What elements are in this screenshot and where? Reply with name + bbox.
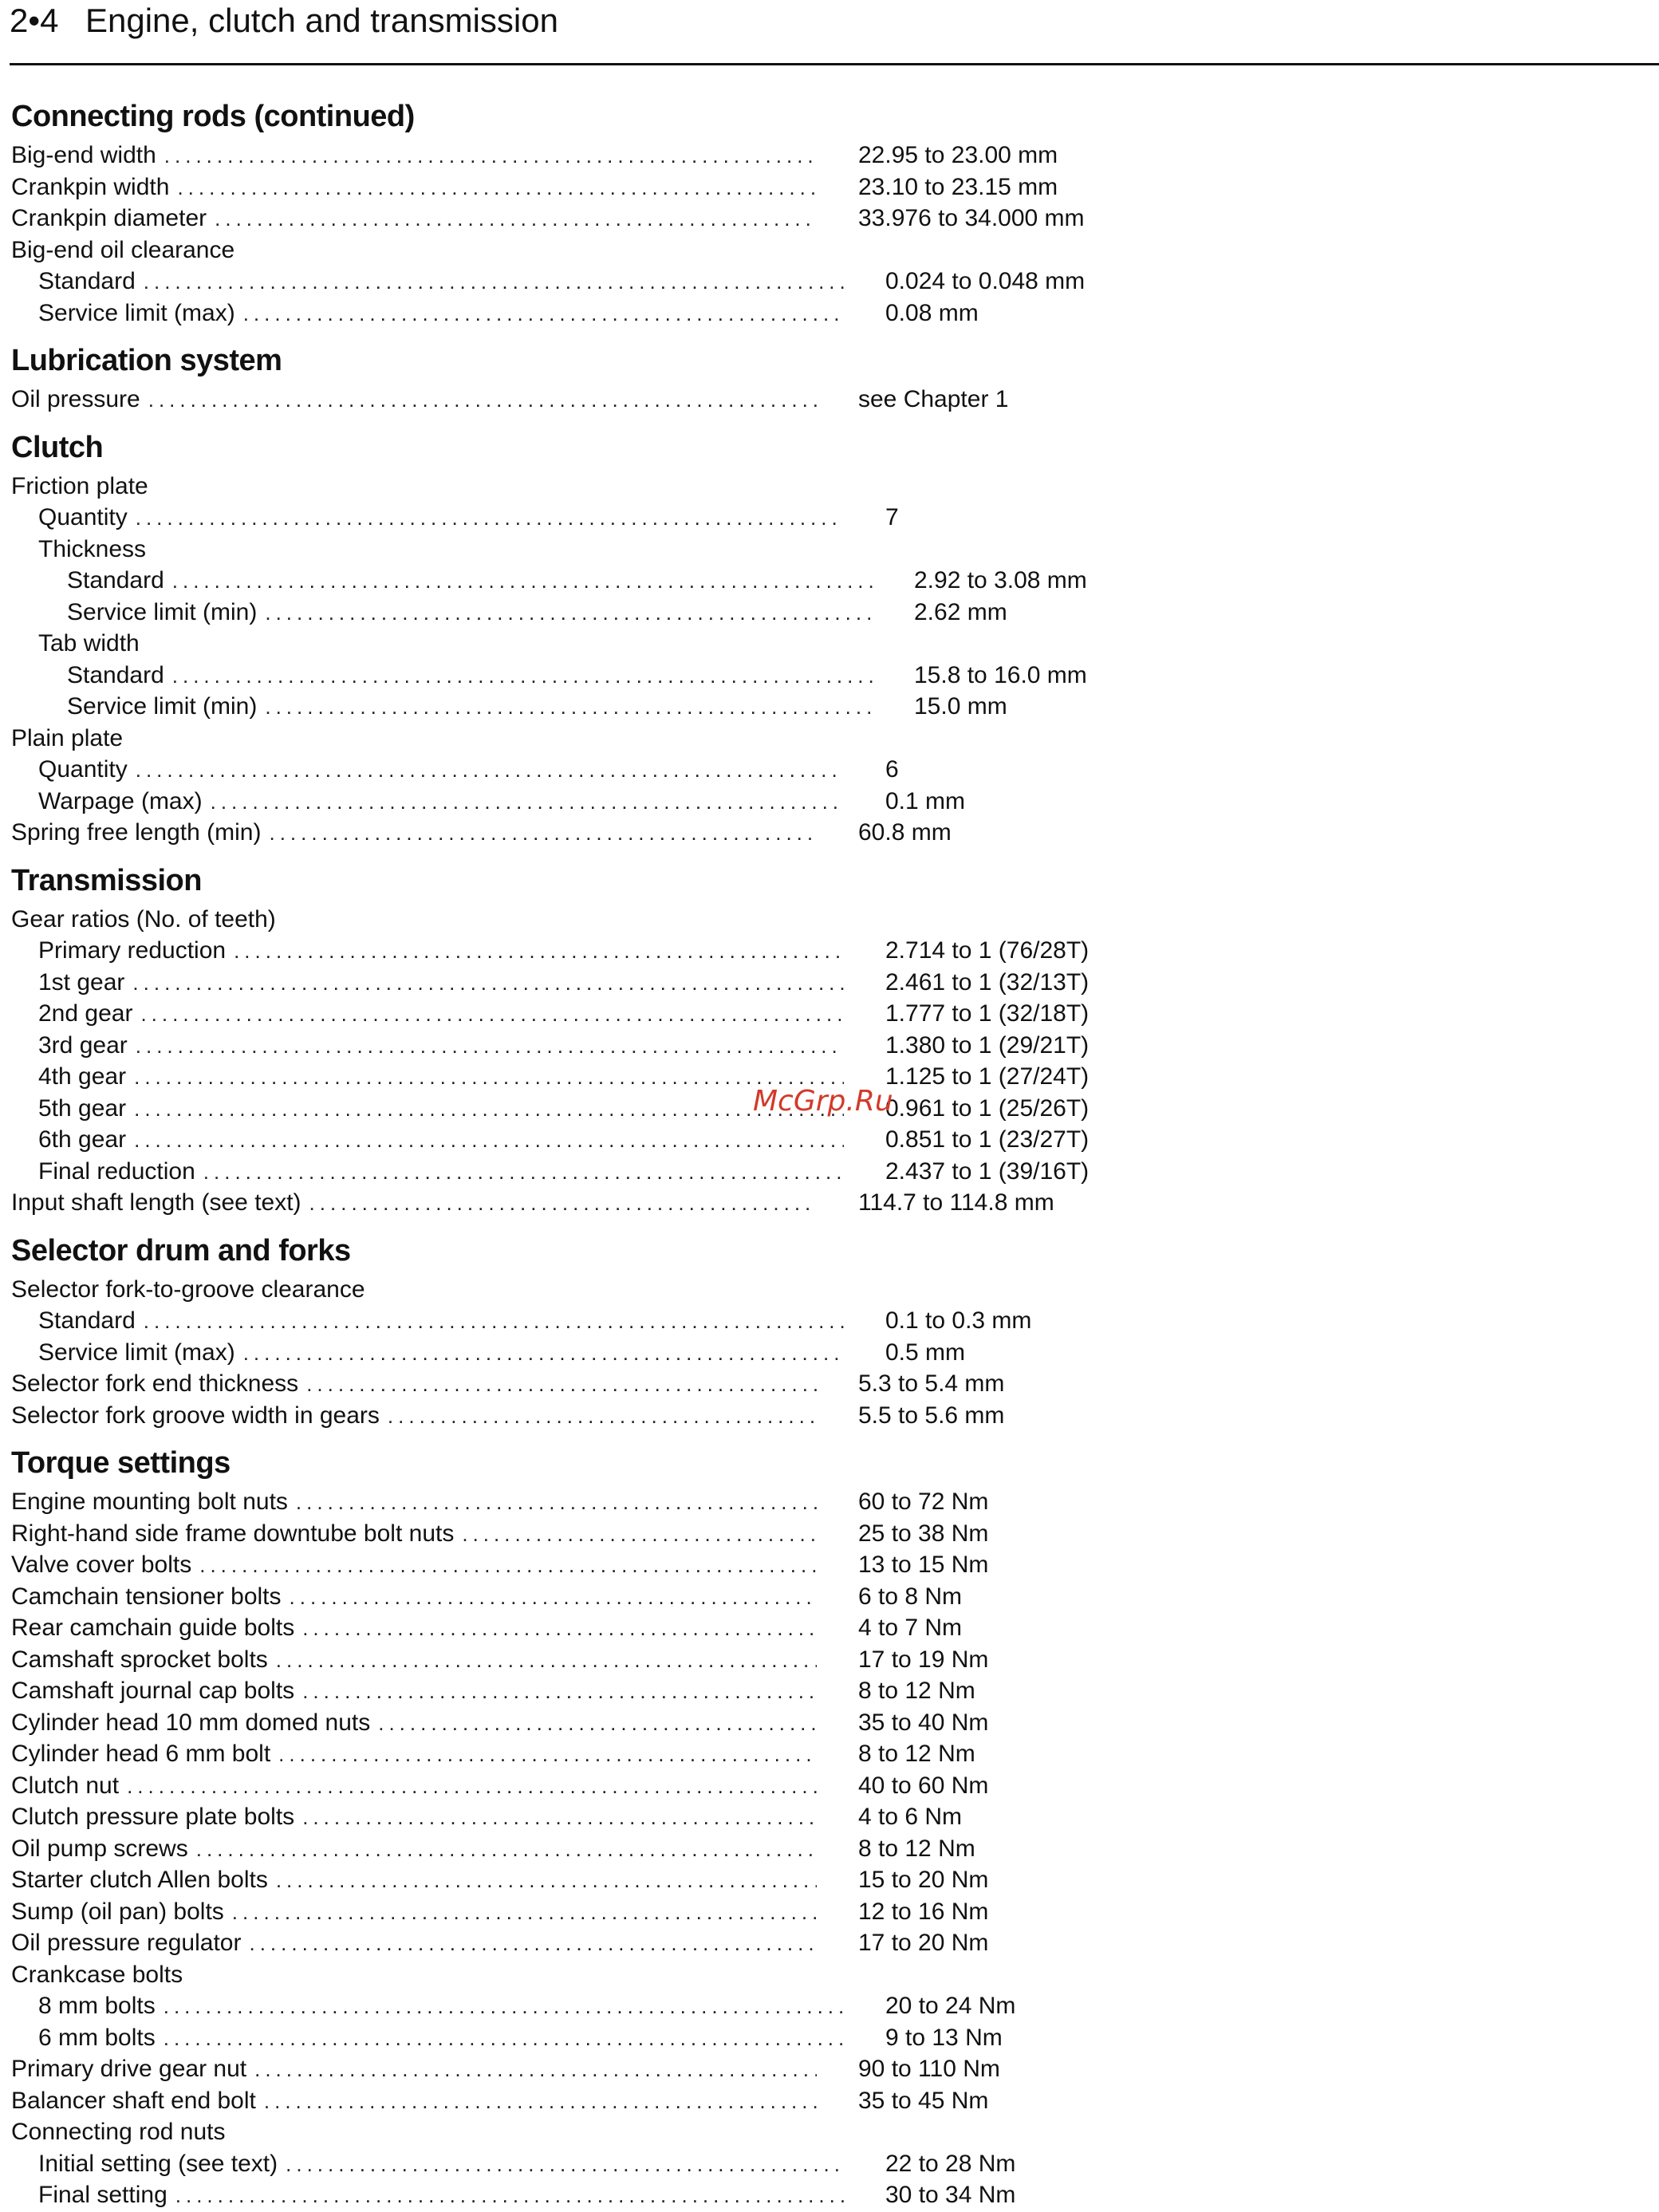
dot-leader <box>278 1739 817 1771</box>
dot-leader <box>249 1928 817 1960</box>
spec-label: Valve cover bolts <box>11 1552 192 1578</box>
spec-value: 23.10 to 23.15 mm <box>858 173 1058 200</box>
spec-row <box>11 203 1104 235</box>
spec-value: 0.08 mm <box>885 299 979 326</box>
spec-row <box>11 2022 1104 2054</box>
spec-row <box>11 1644 1104 1676</box>
dot-leader <box>296 1487 817 1519</box>
spec-label: Input shaft length (see text) <box>11 1189 301 1216</box>
spec-section <box>11 338 1104 416</box>
spec-row <box>11 266 1104 298</box>
dot-leader <box>232 1897 817 1929</box>
spec-label-wrap <box>11 904 817 936</box>
section-heading: Transmission <box>11 863 202 897</box>
dot-leader <box>203 1157 844 1189</box>
spec-label: Camshaft journal cap bolts <box>11 1678 295 1704</box>
spec-value: 15 to 20 Nm <box>858 1867 989 1893</box>
spec-value: 9 to 13 Nm <box>885 2024 1003 2051</box>
spec-value: 0.5 mm <box>885 1339 966 1366</box>
spec-section <box>11 94 1104 329</box>
spec-label-wrap <box>11 1675 817 1708</box>
spec-row <box>11 1675 1104 1707</box>
spec-label: Camshaft sprocket bolts <box>11 1646 268 1673</box>
dot-leader <box>264 2086 817 2118</box>
spec-row <box>11 1738 1104 1770</box>
spec-value: 0.1 to 0.3 mm <box>885 1307 1032 1334</box>
section-heading: Selector drum and forks <box>11 1233 351 1268</box>
spec-label: Engine mounting bolt nuts <box>11 1488 288 1515</box>
spec-row <box>11 2085 1104 2117</box>
spec-value: 5.5 to 5.6 mm <box>858 1402 1005 1429</box>
spec-label-wrap <box>11 2179 844 2212</box>
spec-value: 35 to 45 Nm <box>858 2087 989 2114</box>
spec-row <box>11 2148 1104 2180</box>
spec-label-wrap <box>11 1581 817 1614</box>
spec-section <box>11 425 1104 849</box>
spec-row <box>11 1581 1104 1613</box>
spec-label: 6th gear <box>38 1126 127 1153</box>
spec-label-wrap <box>11 1030 844 1063</box>
spec-row <box>11 2116 1104 2148</box>
spec-row <box>11 1305 1104 1337</box>
spec-value: 7 <box>885 504 899 530</box>
spec-value: 25 to 38 Nm <box>858 1520 989 1547</box>
dot-leader <box>306 1369 817 1401</box>
spec-label-wrap <box>11 203 817 235</box>
spec-value: 114.7 to 114.8 mm <box>858 1189 1054 1216</box>
spec-row <box>11 1187 1104 1219</box>
spec-row <box>11 1801 1104 1833</box>
spec-row <box>11 1927 1104 1959</box>
dot-leader <box>177 172 817 204</box>
spec-value: 8 to 12 Nm <box>858 1835 975 1862</box>
spec-label-wrap <box>11 1927 817 1960</box>
spec-label: Standard <box>38 268 136 294</box>
spec-label-wrap <box>11 1274 817 1306</box>
spec-row <box>11 998 1104 1030</box>
page-header <box>10 0 1659 65</box>
watermark: McGrp.Ru <box>753 1085 893 1118</box>
section-heading: Clutch <box>11 430 104 464</box>
spec-row <box>11 628 1104 660</box>
spec-label: Clutch pressure plate bolts <box>11 1804 295 1830</box>
spec-label: Selector fork-to-groove clearance <box>11 1276 365 1303</box>
spec-value: 1.380 to 1 (29/21T) <box>885 1031 1090 1059</box>
spec-label: Standard <box>67 661 164 688</box>
spec-label: Tab width <box>38 630 140 657</box>
spec-row <box>11 2053 1104 2085</box>
spec-label-wrap <box>11 597 873 629</box>
spec-label-wrap <box>11 2053 817 2086</box>
spec-value: 4 to 7 Nm <box>858 1615 963 1641</box>
spec-label-wrap <box>11 1305 844 1338</box>
spec-label-wrap <box>11 235 817 266</box>
spec-value: 15.8 to 16.0 mm <box>914 661 1087 688</box>
dot-leader <box>211 787 844 818</box>
spec-label-wrap <box>11 2148 844 2181</box>
spec-label-wrap <box>11 1368 817 1401</box>
spec-label: Warpage (max) <box>38 787 203 814</box>
spec-value: 17 to 20 Nm <box>858 1930 989 1956</box>
dot-leader <box>134 1062 844 1094</box>
spec-row <box>11 1612 1104 1644</box>
spec-value: 1.777 to 1 (32/18T) <box>885 1000 1090 1027</box>
spec-row <box>11 298 1104 329</box>
spec-label-wrap <box>11 1770 817 1803</box>
dot-leader <box>276 1865 817 1897</box>
dot-leader <box>140 999 844 1031</box>
section-heading: Torque settings <box>11 1446 231 1480</box>
spec-label-wrap <box>11 266 844 298</box>
spec-value: 22 to 28 Nm <box>885 2150 1016 2177</box>
dot-leader <box>269 818 817 850</box>
spec-label: Crankcase bolts <box>11 1961 183 1988</box>
spec-row <box>11 754 1104 786</box>
spec-value: 90 to 110 Nm <box>858 2056 1000 2082</box>
spec-label-wrap <box>11 1518 817 1551</box>
spec-label: Big-end oil clearance <box>11 236 235 263</box>
dot-leader <box>134 1125 844 1157</box>
spec-label-wrap <box>11 935 844 968</box>
spec-row <box>11 1549 1104 1581</box>
spec-label: Gear ratios (No. of teeth) <box>11 905 276 933</box>
spec-label: Spring free length (min) <box>11 819 262 846</box>
spec-label: Selector fork end thickness <box>11 1370 299 1397</box>
spec-label: Rear camchain guide bolts <box>11 1615 295 1641</box>
spec-label: 1st gear <box>38 968 125 996</box>
spec-value: 60.8 mm <box>858 819 952 846</box>
spec-row <box>11 471 1104 503</box>
spec-label: Cylinder head 10 mm domed nuts <box>11 1709 371 1736</box>
spec-row <box>11 1896 1104 1928</box>
spec-label-wrap <box>11 1156 844 1189</box>
spec-row <box>11 967 1104 999</box>
spec-row <box>11 534 1104 566</box>
spec-label-wrap <box>11 471 817 503</box>
dot-leader <box>286 2149 844 2181</box>
spec-value: 2.62 mm <box>914 598 1007 625</box>
spec-value: 6 <box>885 756 899 783</box>
spec-value: 0.1 mm <box>885 787 966 814</box>
spec-label: Quantity <box>38 504 128 530</box>
section-heading: Connecting rods (continued) <box>11 100 415 133</box>
spec-row <box>11 904 1104 936</box>
spec-section <box>11 858 1104 1219</box>
spec-row <box>11 172 1104 203</box>
spec-value: 4 to 6 Nm <box>858 1804 963 1830</box>
spec-label: Oil pressure regulator <box>11 1930 242 1956</box>
chapter-title: Engine, clutch and transmission <box>85 2 558 39</box>
spec-row <box>11 1156 1104 1188</box>
spec-label-wrap <box>11 1707 817 1740</box>
spec-label: Cylinder head 6 mm bolt <box>11 1741 271 1767</box>
dot-leader <box>276 1645 817 1677</box>
spec-label-wrap <box>11 628 844 660</box>
dot-leader <box>144 266 844 298</box>
spec-row <box>11 1400 1104 1432</box>
spec-row <box>11 1030 1104 1062</box>
spec-label: Balancer shaft end bolt <box>11 2087 256 2114</box>
spec-row <box>11 140 1104 172</box>
spec-row <box>11 1707 1104 1739</box>
spec-row <box>11 1368 1104 1400</box>
spec-row <box>11 1093 1104 1125</box>
spec-row <box>11 1486 1104 1518</box>
spec-value: 17 to 19 Nm <box>858 1646 989 1673</box>
spec-label-wrap <box>11 1990 844 2023</box>
spec-label: Primary drive gear nut <box>11 2056 247 2082</box>
spec-row <box>11 1959 1104 1991</box>
spec-label-wrap <box>11 817 817 850</box>
spec-label-wrap <box>11 1093 844 1126</box>
spec-label: Final reduction <box>38 1157 195 1185</box>
spec-label-wrap <box>11 1400 817 1433</box>
spec-label-wrap <box>11 691 873 724</box>
spec-row <box>11 2179 1104 2211</box>
spec-row <box>11 1518 1104 1550</box>
spec-value: 8 to 12 Nm <box>858 1741 975 1767</box>
spec-label: Big-end width <box>11 142 156 168</box>
dot-leader <box>136 1031 844 1063</box>
spec-row <box>11 786 1104 818</box>
spec-row <box>11 935 1104 967</box>
spec-label: Standard <box>38 1307 136 1334</box>
spec-label: Plain plate <box>11 724 124 751</box>
spec-label-wrap <box>11 534 844 566</box>
spec-label: Selector fork groove width in gears <box>11 1402 380 1429</box>
spec-label-wrap <box>11 172 817 204</box>
spec-row <box>11 1833 1104 1865</box>
spec-section <box>11 1441 1104 2211</box>
spec-label: Clutch nut <box>11 1772 120 1799</box>
spec-value: 22.95 to 23.00 mm <box>858 142 1058 168</box>
spec-value: 12 to 16 Nm <box>858 1898 989 1925</box>
spec-label-wrap <box>11 723 817 755</box>
spec-value: 8 to 12 Nm <box>858 1678 975 1704</box>
spec-label: Right-hand side frame downtube bolt nuts <box>11 1520 455 1547</box>
spec-row <box>11 565 1104 597</box>
spec-row <box>11 1061 1104 1093</box>
spec-label: Primary reduction <box>38 937 227 964</box>
dot-leader <box>164 2023 844 2055</box>
spec-row <box>11 723 1104 755</box>
spec-label-wrap <box>11 1124 844 1157</box>
dot-leader <box>243 1338 844 1370</box>
spec-label: Final setting <box>38 2182 167 2208</box>
spec-row <box>11 1337 1104 1369</box>
spec-value: 2.437 to 1 (39/16T) <box>885 1157 1090 1185</box>
spec-value: 6 to 8 Nm <box>858 1583 963 1610</box>
spec-label-wrap <box>11 298 844 330</box>
spec-row <box>11 502 1104 534</box>
spec-section <box>11 1228 1104 1432</box>
spec-row <box>11 817 1104 849</box>
dot-leader <box>134 1094 844 1126</box>
spec-label-wrap <box>11 2085 817 2118</box>
spec-label-wrap <box>11 1549 817 1582</box>
spec-label-wrap <box>11 384 817 416</box>
spec-label-wrap <box>11 1801 817 1834</box>
spec-label: Service limit (min) <box>67 693 258 720</box>
spec-label: Initial setting (see text) <box>38 2150 278 2177</box>
spec-label: 8 mm bolts <box>38 1993 156 2019</box>
spec-row <box>11 691 1104 723</box>
spec-label: Crankpin diameter <box>11 205 207 231</box>
spec-value: 0.961 to 1 (25/26T) <box>885 1094 1090 1122</box>
spec-value: 35 to 40 Nm <box>858 1709 989 1736</box>
dot-leader <box>302 1613 817 1645</box>
spec-label-wrap <box>11 2022 844 2055</box>
dot-leader <box>378 1708 817 1740</box>
dot-leader <box>290 1582 817 1614</box>
spec-label-wrap <box>11 1738 817 1771</box>
spec-label: Thickness <box>38 535 147 562</box>
spec-value: 0.024 to 0.048 mm <box>885 268 1086 294</box>
dot-leader <box>215 203 817 235</box>
dot-leader <box>175 2180 844 2212</box>
spec-label: Oil pump screws <box>11 1835 188 1862</box>
spec-label: Standard <box>67 567 164 593</box>
dot-leader <box>302 1676 817 1708</box>
spec-value: 30 to 34 Nm <box>885 2182 1016 2208</box>
spec-value: 60 to 72 Nm <box>858 1488 989 1515</box>
spec-value: 13 to 15 Nm <box>858 1552 989 1578</box>
spec-value: 0.851 to 1 (23/27T) <box>885 1126 1090 1153</box>
spec-label-wrap <box>11 1864 817 1897</box>
spec-label: Friction plate <box>11 472 148 499</box>
page-number: 2•4 <box>10 2 59 39</box>
spec-label-wrap <box>11 786 844 818</box>
dot-leader <box>172 566 873 597</box>
spec-label: Crankpin width <box>11 173 170 200</box>
spec-label: Service limit (max) <box>38 1339 235 1366</box>
spec-row <box>11 660 1104 692</box>
spec-label: 6 mm bolts <box>38 2024 156 2051</box>
spec-label-wrap <box>11 967 844 1000</box>
spec-label-wrap <box>11 1187 817 1220</box>
spec-label: Sump (oil pan) bolts <box>11 1898 224 1925</box>
dot-leader <box>388 1401 817 1433</box>
spec-label-wrap <box>11 1959 817 1991</box>
dot-leader <box>302 1802 817 1834</box>
dot-leader <box>136 503 844 534</box>
spec-label: Service limit (min) <box>67 598 258 625</box>
spec-label-wrap <box>11 754 844 787</box>
spec-value: 2.92 to 3.08 mm <box>914 567 1087 593</box>
spec-label-wrap <box>11 1486 817 1519</box>
dot-leader <box>243 298 844 330</box>
spec-value: 40 to 60 Nm <box>858 1772 989 1799</box>
spec-label-wrap <box>11 998 844 1031</box>
spec-row <box>11 1124 1104 1156</box>
spec-row <box>11 1274 1104 1306</box>
dot-leader <box>265 692 873 724</box>
spec-label: Service limit (max) <box>38 299 235 326</box>
dot-leader <box>144 1306 844 1338</box>
dot-leader <box>136 755 844 787</box>
spec-row <box>11 235 1104 266</box>
spec-value: 33.976 to 34.000 mm <box>858 205 1085 231</box>
spec-label: Oil pressure <box>11 386 140 412</box>
spec-row <box>11 384 1104 416</box>
spec-row <box>11 1990 1104 2022</box>
spec-label: 4th gear <box>38 1063 127 1090</box>
dot-leader <box>309 1188 817 1220</box>
dot-leader <box>164 140 817 172</box>
spec-label: Starter clutch Allen bolts <box>11 1867 268 1893</box>
spec-row <box>11 597 1104 629</box>
spec-label: Camchain tensioner bolts <box>11 1583 282 1610</box>
dot-leader <box>254 2054 817 2086</box>
spec-label-wrap <box>11 1612 817 1645</box>
spec-label: 2nd gear <box>38 1000 133 1027</box>
spec-value: 5.3 to 5.4 mm <box>858 1370 1005 1397</box>
dot-leader <box>234 936 844 968</box>
spec-label-wrap <box>11 660 873 692</box>
spec-value: 2.461 to 1 (32/13T) <box>885 968 1090 996</box>
specifications-content <box>11 94 1104 2211</box>
spec-label-wrap <box>11 1337 844 1370</box>
spec-label-wrap <box>11 1644 817 1677</box>
spec-label: Connecting rod nuts <box>11 2119 226 2145</box>
spec-label-wrap <box>11 140 817 172</box>
spec-label: 5th gear <box>38 1094 127 1122</box>
spec-row <box>11 1864 1104 1896</box>
dot-leader <box>196 1834 817 1866</box>
dot-leader <box>199 1550 817 1582</box>
dot-leader <box>265 597 873 629</box>
spec-label-wrap <box>11 565 873 597</box>
spec-label: 3rd gear <box>38 1031 128 1059</box>
dot-leader <box>148 384 817 416</box>
dot-leader <box>172 660 873 692</box>
spec-value: 2.714 to 1 (76/28T) <box>885 937 1090 964</box>
dot-leader <box>164 1991 844 2023</box>
section-heading: Lubrication system <box>11 344 282 377</box>
spec-label-wrap <box>11 1833 817 1866</box>
spec-value: 20 to 24 Nm <box>885 1993 1016 2019</box>
spec-label-wrap <box>11 2116 817 2148</box>
dot-leader <box>462 1519 817 1551</box>
dot-leader <box>127 1771 817 1803</box>
spec-row <box>11 1770 1104 1802</box>
spec-label-wrap <box>11 1896 817 1929</box>
spec-label-wrap <box>11 1061 844 1094</box>
spec-label-wrap <box>11 502 844 534</box>
spec-value: see Chapter 1 <box>858 386 1009 412</box>
spec-value: 15.0 mm <box>914 693 1007 720</box>
spec-value: 1.125 to 1 (27/24T) <box>885 1063 1090 1090</box>
spec-label: Quantity <box>38 756 128 783</box>
dot-leader <box>132 968 844 1000</box>
